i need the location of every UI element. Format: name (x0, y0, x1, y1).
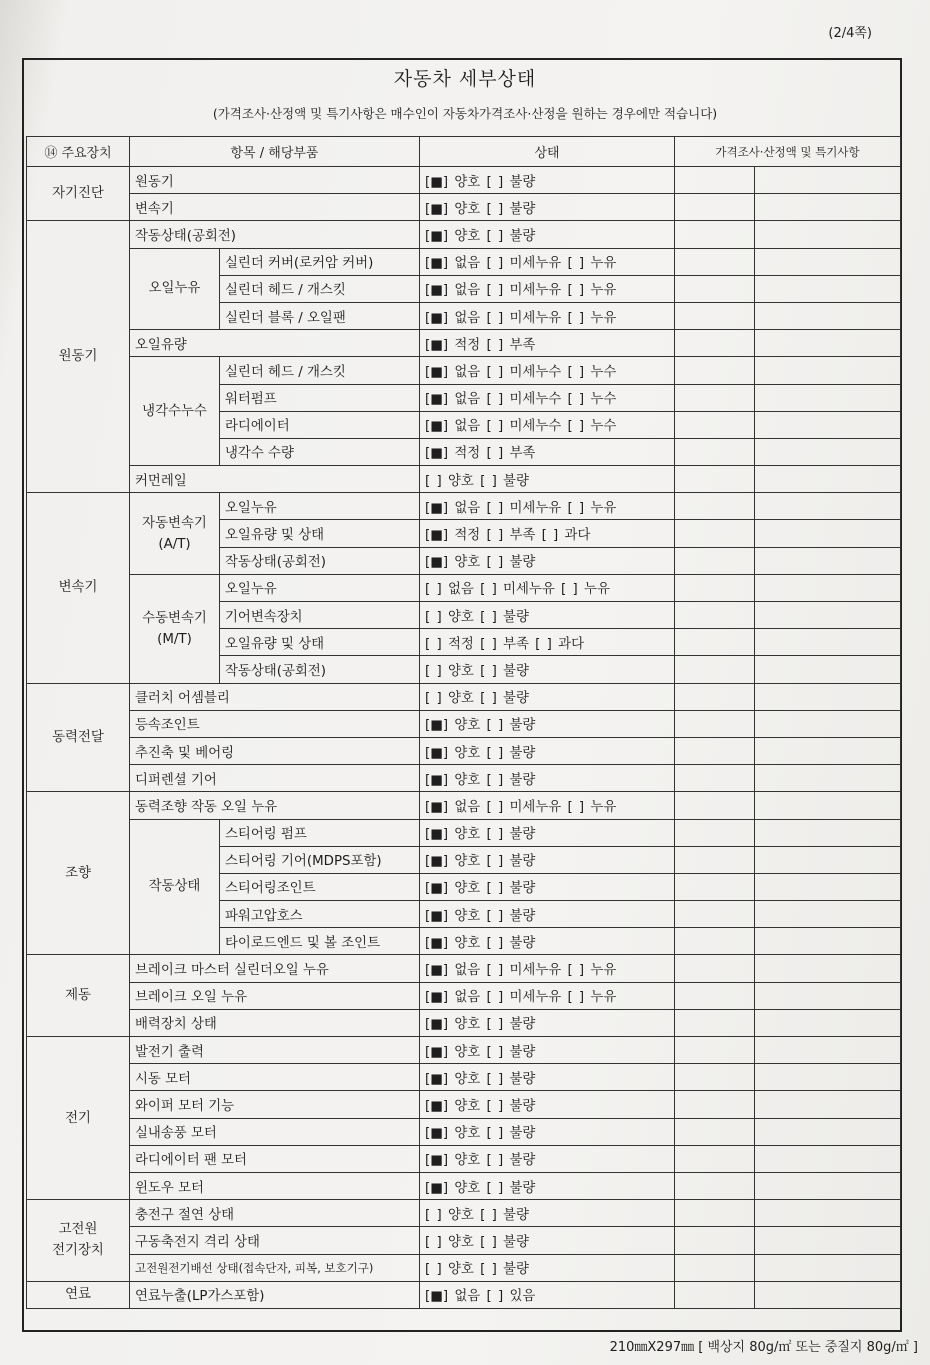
category-cell: 원동기 (27, 221, 130, 493)
header-price: 가격조사·산정액 및 특기사항 (675, 137, 901, 167)
table-row (27, 194, 901, 221)
status-cell[interactable]: [■] 양호 [ ] 불량 (420, 710, 675, 737)
status-cell[interactable]: [■] 양호 [ ] 불량 (420, 547, 675, 574)
price-cell[interactable] (675, 602, 755, 629)
item-cell: 실린더 헤드 / 개스킷 (220, 357, 420, 384)
subgroup-cell: 작동상태 (130, 819, 220, 955)
price-cell[interactable] (675, 1200, 755, 1227)
remarks-cell[interactable] (755, 846, 901, 873)
table-row (27, 466, 901, 493)
price-cell[interactable] (675, 330, 755, 357)
item-cell: 브레이크 마스터 실린더오일 누유 (130, 955, 420, 982)
item-cell: 라디에이터 팬 모터 (130, 1145, 420, 1172)
table-row (27, 819, 901, 846)
status-cell[interactable]: [■] 양호 [ ] 불량 (420, 765, 675, 792)
remarks-cell[interactable] (755, 221, 901, 248)
table-row (27, 357, 901, 384)
remarks-cell[interactable] (755, 1118, 901, 1145)
remarks-cell[interactable] (755, 737, 901, 764)
remarks-cell[interactable] (755, 520, 901, 547)
remarks-cell[interactable] (755, 1091, 901, 1118)
item-cell: 디퍼렌셜 기어 (130, 765, 420, 792)
price-cell[interactable] (675, 792, 755, 819)
price-cell[interactable] (675, 167, 755, 194)
table-row (27, 248, 901, 275)
status-cell[interactable]: [■] 양호 [ ] 불량 (420, 928, 675, 955)
price-cell[interactable] (675, 955, 755, 982)
category-cell: 조향 (27, 792, 130, 955)
price-cell[interactable] (675, 547, 755, 574)
status-cell[interactable]: [■] 양호 [ ] 불량 (420, 819, 675, 846)
price-cell[interactable] (675, 493, 755, 520)
price-cell[interactable] (675, 1254, 755, 1281)
price-cell[interactable] (675, 928, 755, 955)
subgroup-cell: 오일누유 (130, 248, 220, 330)
price-cell[interactable] (675, 221, 755, 248)
status-cell[interactable]: [■] 없음 [ ] 미세누유 [ ] 누유 (420, 275, 675, 302)
price-cell[interactable] (675, 1227, 755, 1254)
price-cell[interactable] (675, 629, 755, 656)
remarks-cell[interactable] (755, 629, 901, 656)
item-cell: 타이로드엔드 및 볼 조인트 (220, 928, 420, 955)
price-cell[interactable] (675, 520, 755, 547)
item-cell: 작동상태(공회전) (220, 656, 420, 683)
remarks-cell[interactable] (755, 438, 901, 465)
status-cell[interactable]: [ ] 양호 [ ] 불량 (420, 1254, 675, 1281)
remarks-cell[interactable] (755, 384, 901, 411)
header-main-device: ⑭ 주요장치 (27, 137, 130, 167)
status-cell[interactable]: [■] 없음 [ ] 있음 (420, 1281, 675, 1308)
item-cell: 파워고압호스 (220, 901, 420, 928)
item-cell: 오일유량 (130, 330, 420, 357)
header-item: 항목 / 해당부품 (130, 137, 420, 167)
table-row (27, 710, 901, 737)
status-cell[interactable]: [■] 적정 [ ] 부족 [ ] 과다 (420, 520, 675, 547)
item-cell: 라디에이터 (220, 411, 420, 438)
remarks-cell[interactable] (755, 955, 901, 982)
status-cell[interactable]: [■] 양호 [ ] 불량 (420, 1118, 675, 1145)
price-cell[interactable] (675, 710, 755, 737)
table-row (27, 1145, 901, 1172)
price-cell[interactable] (675, 411, 755, 438)
category-cell: 변속기 (27, 493, 130, 683)
status-cell[interactable]: [■] 없음 [ ] 미세누유 [ ] 누유 (420, 248, 675, 275)
status-cell[interactable]: [ ] 양호 [ ] 불량 (420, 1200, 675, 1227)
remarks-cell[interactable] (755, 275, 901, 302)
inspection-table (26, 136, 901, 1309)
item-cell: 브레이크 오일 누유 (130, 982, 420, 1009)
page-number: (2/4쪽) (828, 26, 872, 41)
price-cell[interactable] (675, 873, 755, 900)
remarks-cell[interactable] (755, 547, 901, 574)
remarks-cell[interactable] (755, 493, 901, 520)
price-cell[interactable] (675, 1118, 755, 1145)
table-row (27, 493, 901, 520)
price-cell[interactable] (675, 1009, 755, 1036)
price-cell[interactable] (675, 819, 755, 846)
item-cell: 스티어링조인트 (220, 873, 420, 900)
remarks-cell[interactable] (755, 873, 901, 900)
document-title: 자동차 세부상태 (393, 68, 537, 90)
remarks-cell[interactable] (755, 466, 901, 493)
table-row (27, 683, 901, 710)
price-cell[interactable] (675, 1172, 755, 1199)
status-cell[interactable]: [■] 없음 [ ] 미세누유 [ ] 누유 (420, 982, 675, 1009)
price-cell[interactable] (675, 1091, 755, 1118)
status-cell[interactable]: [■] 양호 [ ] 불량 (420, 1064, 675, 1091)
remarks-cell[interactable] (755, 248, 901, 275)
table-header-row (27, 137, 901, 167)
price-cell[interactable] (675, 846, 755, 873)
status-cell[interactable]: [■] 양호 [ ] 불량 (420, 167, 675, 194)
table-row (27, 1091, 901, 1118)
table-row (27, 1200, 901, 1227)
price-cell[interactable] (675, 384, 755, 411)
price-cell[interactable] (675, 765, 755, 792)
item-cell: 작동상태(공회전) (220, 547, 420, 574)
item-cell: 실내송풍 모터 (130, 1118, 420, 1145)
remarks-cell[interactable] (755, 1227, 901, 1254)
status-cell[interactable]: [■] 양호 [ ] 불량 (420, 846, 675, 873)
remarks-cell[interactable] (755, 1172, 901, 1199)
status-cell[interactable]: [■] 양호 [ ] 불량 (420, 873, 675, 900)
table-row (27, 221, 901, 248)
status-cell[interactable]: [■] 양호 [ ] 불량 (420, 221, 675, 248)
subgroup-cell: 수동변속기 (M/T) (130, 574, 220, 683)
remarks-cell[interactable] (755, 683, 901, 710)
category-cell: 자기진단 (27, 167, 130, 221)
price-cell[interactable] (675, 901, 755, 928)
remarks-cell[interactable] (755, 819, 901, 846)
status-cell[interactable]: [ ] 양호 [ ] 불량 (420, 683, 675, 710)
table-row (27, 737, 901, 764)
remarks-cell[interactable] (755, 656, 901, 683)
remarks-cell[interactable] (755, 982, 901, 1009)
table-row (27, 955, 901, 982)
table-row (27, 574, 901, 601)
table-row (27, 792, 901, 819)
item-cell: 윈도우 모터 (130, 1172, 420, 1199)
table-row (27, 1227, 901, 1254)
status-cell[interactable]: [■] 없음 [ ] 미세누유 [ ] 누유 (420, 302, 675, 329)
price-cell[interactable] (675, 737, 755, 764)
remarks-cell[interactable] (755, 710, 901, 737)
table-row (27, 1064, 901, 1091)
status-cell[interactable]: [ ] 양호 [ ] 불량 (420, 602, 675, 629)
status-cell[interactable]: [■] 없음 [ ] 미세누유 [ ] 누유 (420, 792, 675, 819)
item-cell: 오일유량 및 상태 (220, 629, 420, 656)
remarks-cell[interactable] (755, 1009, 901, 1036)
item-cell: 와이퍼 모터 기능 (130, 1091, 420, 1118)
item-cell: 원동기 (130, 167, 420, 194)
remarks-cell[interactable] (755, 1064, 901, 1091)
status-cell[interactable]: [ ] 없음 [ ] 미세누유 [ ] 누유 (420, 574, 675, 601)
item-cell: 기어변속장치 (220, 602, 420, 629)
table-row (27, 1281, 901, 1308)
item-cell: 실린더 헤드 / 개스킷 (220, 275, 420, 302)
remarks-cell[interactable] (755, 928, 901, 955)
status-cell[interactable]: [ ] 적정 [ ] 부족 [ ] 과다 (420, 629, 675, 656)
status-cell[interactable]: [■] 양호 [ ] 불량 (420, 1172, 675, 1199)
table-row (27, 982, 901, 1009)
remarks-cell[interactable] (755, 194, 901, 221)
remarks-cell[interactable] (755, 411, 901, 438)
item-cell: 추진축 및 베어링 (130, 737, 420, 764)
price-cell[interactable] (675, 302, 755, 329)
price-cell[interactable] (675, 357, 755, 384)
item-cell: 시동 모터 (130, 1064, 420, 1091)
status-cell[interactable]: [■] 양호 [ ] 불량 (420, 901, 675, 928)
item-cell: 작동상태(공회전) (130, 221, 420, 248)
category-cell: 고전원 전기장치 (27, 1200, 130, 1282)
price-cell[interactable] (675, 683, 755, 710)
status-cell[interactable]: [■] 양호 [ ] 불량 (420, 194, 675, 221)
status-cell[interactable]: [■] 양호 [ ] 불량 (420, 1145, 675, 1172)
item-cell: 워터펌프 (220, 384, 420, 411)
status-cell[interactable]: [ ] 양호 [ ] 불량 (420, 656, 675, 683)
item-cell: 고전원전기배선 상태(접속단자, 피복, 보호기구) (130, 1254, 420, 1281)
category-cell: 동력전달 (27, 683, 130, 792)
table-row (27, 1009, 901, 1036)
price-cell[interactable] (675, 574, 755, 601)
price-cell[interactable] (675, 656, 755, 683)
price-cell[interactable] (675, 248, 755, 275)
item-cell: 오일누유 (220, 574, 420, 601)
item-cell: 오일누유 (220, 493, 420, 520)
item-cell: 구동축전지 격리 상태 (130, 1227, 420, 1254)
price-cell[interactable] (675, 1064, 755, 1091)
status-cell[interactable]: [ ] 양호 [ ] 불량 (420, 466, 675, 493)
remarks-cell[interactable] (755, 302, 901, 329)
item-cell: 클러치 어셈블리 (130, 683, 420, 710)
remarks-cell[interactable] (755, 1200, 901, 1227)
remarks-cell[interactable] (755, 765, 901, 792)
item-cell: 동력조향 작동 오일 누유 (130, 792, 420, 819)
status-cell[interactable]: [■] 적정 [ ] 부족 (420, 330, 675, 357)
subgroup-cell: 자동변속기 (A/T) (130, 493, 220, 575)
price-cell[interactable] (675, 466, 755, 493)
header-status: 상태 (420, 137, 675, 167)
remarks-cell[interactable] (755, 357, 901, 384)
status-cell[interactable]: [ ] 양호 [ ] 불량 (420, 1227, 675, 1254)
price-cell[interactable] (675, 1145, 755, 1172)
item-cell: 발전기 출력 (130, 1037, 420, 1064)
item-cell: 커먼레일 (130, 466, 420, 493)
price-cell[interactable] (675, 1281, 755, 1308)
price-cell[interactable] (675, 275, 755, 302)
table-row (27, 1254, 901, 1281)
item-cell: 등속조인트 (130, 710, 420, 737)
price-cell[interactable] (675, 982, 755, 1009)
status-cell[interactable]: [■] 양호 [ ] 불량 (420, 1037, 675, 1064)
item-cell: 변속기 (130, 194, 420, 221)
remarks-cell[interactable] (755, 1254, 901, 1281)
remarks-cell[interactable] (755, 574, 901, 601)
status-cell[interactable]: [■] 없음 [ ] 미세누수 [ ] 누수 (420, 357, 675, 384)
status-cell[interactable]: [■] 적정 [ ] 부족 (420, 438, 675, 465)
item-cell: 연료누출(LP가스포함) (130, 1281, 420, 1308)
price-cell[interactable] (675, 438, 755, 465)
table-row (27, 1037, 901, 1064)
remarks-cell[interactable] (755, 330, 901, 357)
remarks-cell[interactable] (755, 602, 901, 629)
remarks-cell[interactable] (755, 1037, 901, 1064)
table-row (27, 167, 901, 194)
item-cell: 오일유량 및 상태 (220, 520, 420, 547)
item-cell: 배력장치 상태 (130, 1009, 420, 1036)
remarks-cell[interactable] (755, 792, 901, 819)
table-row (27, 765, 901, 792)
status-cell[interactable]: [■] 양호 [ ] 불량 (420, 1091, 675, 1118)
price-cell[interactable] (675, 1037, 755, 1064)
subgroup-cell: 냉각수누수 (130, 357, 220, 466)
remarks-cell[interactable] (755, 1281, 901, 1308)
price-cell[interactable] (675, 194, 755, 221)
table-row (27, 1172, 901, 1199)
paper-spec-footer: 210㎜X297㎜ [ 백상지 80g/㎡ 또는 중질지 80g/㎡ ] (609, 1340, 918, 1355)
category-cell: 제동 (27, 955, 130, 1037)
item-cell: 충전구 절연 상태 (130, 1200, 420, 1227)
item-cell: 스티어링 기어(MDPS포함) (220, 846, 420, 873)
table-row (27, 1118, 901, 1145)
status-cell[interactable]: [■] 없음 [ ] 미세누수 [ ] 누수 (420, 411, 675, 438)
status-cell[interactable]: [■] 양호 [ ] 불량 (420, 737, 675, 764)
remarks-cell[interactable] (755, 167, 901, 194)
status-cell[interactable]: [■] 없음 [ ] 미세누유 [ ] 누유 (420, 493, 675, 520)
item-cell: 실린더 커버(로커암 커버) (220, 248, 420, 275)
status-cell[interactable]: [■] 없음 [ ] 미세누수 [ ] 누수 (420, 384, 675, 411)
category-cell: 연료 (27, 1281, 130, 1308)
status-cell[interactable]: [■] 없음 [ ] 미세누유 [ ] 누유 (420, 955, 675, 982)
status-cell[interactable]: [■] 양호 [ ] 불량 (420, 1009, 675, 1036)
table-row (27, 330, 901, 357)
document-subtitle: (가격조사·산정액 및 특기사항은 매수인이 자동차가격조사·산정을 원하는 경우에만 적습니다) (212, 106, 718, 121)
remarks-cell[interactable] (755, 1145, 901, 1172)
remarks-cell[interactable] (755, 901, 901, 928)
category-cell: 전기 (27, 1037, 130, 1200)
item-cell: 냉각수 수량 (220, 438, 420, 465)
item-cell: 실린더 블록 / 오일팬 (220, 302, 420, 329)
item-cell: 스티어링 펌프 (220, 819, 420, 846)
table-body (27, 167, 901, 1309)
